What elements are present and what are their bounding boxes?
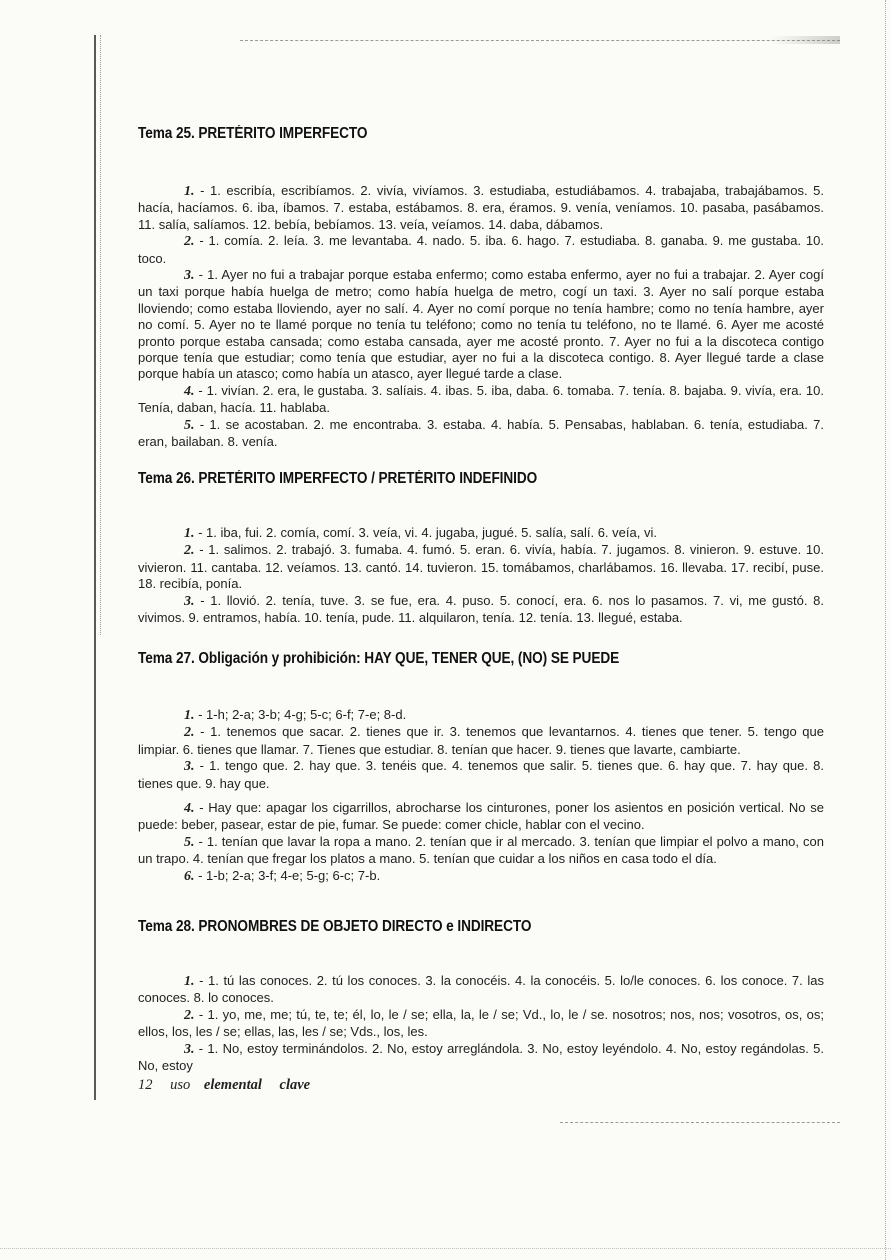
exercise-number: 5.	[184, 834, 195, 850]
tema-25-title: Tema 25. PRETÉRITO IMPERFECTO	[138, 125, 368, 142]
exercise-number: 3.	[184, 593, 195, 609]
tema-26-title: Tema 26. PRETÉRITO IMPERFECTO / PRETÉRITO INDEFINIDO	[138, 470, 538, 487]
tema-28-answers	[138, 973, 824, 1074]
exercise-item	[138, 707, 824, 724]
exercise-item	[138, 800, 824, 834]
scan-right-edge	[885, 0, 886, 1260]
footer-level: elemental	[203, 1077, 262, 1093]
scan-bottom-line	[560, 1122, 840, 1123]
exercise-number: 1.	[184, 974, 195, 989]
exercise-text: - 1-h; 2-a; 3-b; 4-g; 5-c; 6-f; 7-e; 8-d.	[194, 707, 407, 722]
footer-series-word: uso	[170, 1077, 191, 1093]
scan-binding-dots	[100, 35, 101, 635]
exercise-number: 5.	[184, 417, 195, 433]
exercise-text: - 1. No, estoy terminándolos. 2. No, estoy arreglándola. 3. No, estoy leyéndolo. 4. No, estoy regándolas. 5. No, estoy	[138, 1040, 824, 1074]
exercise-text: - 1. escribía, escribíamos. 2. vivía, vivíamos. 3. estudiaba, estudiábamos. 4. trabajaba, trabajábamos. 5. hacía, hacíamos. 6. iba, íbamos. 7. estaba, estábamos. 8. era, éramos. 9. venía, veníamos. 10. pasaba, pasábamos. 11. salía, salíamos. 12. bebía, bebíamos. 13. veía, veíamos. 14. daba, dábamos.	[138, 183, 824, 232]
exercise-number: 1.	[184, 184, 195, 199]
exercise-item	[138, 542, 824, 592]
tema-28-title: Tema 28. PRONOMBRES DE OBJETO DIRECTO e INDIRECTO	[138, 918, 532, 935]
exercise-number: 4.	[184, 801, 195, 817]
scan-smudge	[770, 36, 840, 44]
exercise-text: - 1. llovió. 2. tenía, tuve. 3. se fue, era. 4. puso. 5. conocí, era. 6. nos lo pasamos. 7. vi, me gustó. 8. vivimos. 9. entramos, había. 10. tenía, pude. 11. alquilaron, tenía. 12. tenía. 13. llegué, estaba.	[138, 592, 824, 626]
exercise-text: - 1. tenían que lavar la ropa a mano. 2. tenían que ir al mercado. 3. tenían que limpiar el polvo a mano, con un trapo. 4. tenían que fregar los platos a mano. 5. tenían que cuidar a los niños en casa todo el día.	[138, 833, 824, 867]
exercise-item	[138, 593, 824, 627]
exercise-number: 3.	[184, 759, 195, 775]
exercise-number: 2.	[184, 725, 195, 741]
exercise-text: - Hay que: apagar los cigarrillos, abrocharse los cinturones, poner los asientos en posición vertical. No se puede: beber, pasear, estar de pie, fumar. Se puede: comer chicle, hablar con el vecino.	[138, 800, 824, 833]
exercise-number: 2.	[184, 1007, 195, 1023]
exercise-item	[138, 758, 824, 792]
exercise-item	[138, 834, 824, 868]
exercise-number: 3.	[184, 1041, 195, 1057]
exercise-number: 6.	[184, 868, 195, 884]
exercise-number: 1.	[184, 708, 195, 723]
exercise-item	[138, 868, 824, 885]
exercise-text: - 1. tú las conoces. 2. tú los conoces. 3. la conocéis. 4. la conocéis. 5. lo/le conoces. 6. los conoce. 7. las conoces. 8. lo conoces.	[138, 973, 824, 1006]
exercise-text: - 1. salimos. 2. trabajó. 3. fumaba. 4. fumó. 5. eran. 6. vivía, había. 7. jugamos. 8. vinieron. 9. estuve. 10. vivieron. 11. cantaba. 12. veíamos. 13. cantó. 14. tuvieron. 15. tomábamos, charlábamos. 16. llevaba. 17. recibí, puse. 18. recibía, ponía.	[138, 542, 824, 592]
page-footer	[138, 1077, 324, 1094]
page-number: 12	[138, 1077, 153, 1093]
exercise-item	[138, 233, 824, 267]
exercise-item	[138, 383, 824, 417]
footer-publisher: clave	[279, 1077, 311, 1093]
exercise-number: 1.	[184, 526, 195, 541]
exercise-text: - 1. vivían. 2. era, le gustaba. 3. salíais. 4. ibas. 5. iba, daba. 6. tomaba. 7. tenía. 8. bajaba. 9. vivía, era. 10. Tenía, daban, hacía. 11. hablaba.	[138, 382, 824, 416]
exercise-item	[138, 1007, 824, 1041]
exercise-item	[138, 973, 824, 1007]
exercise-text: - 1. yo, me, me; tú, te, te; él, lo, le / se; ella, la, le / se; Vd., lo, le / se. nosotros; nos, nos; vosotros, os, os; ellos, los, les / se; ellas, las, les / se; Vds., los, les.	[138, 1006, 824, 1040]
tema-27-title: Tema 27. Obligación y prohibición: HAY QUE, TENER QUE, (NO) SE PUEDE	[138, 650, 620, 667]
exercise-text: - 1. tengo que. 2. hay que. 3. tenéis que. 4. tenemos que salir. 5. tienes que. 6. hay que. 7. hay que. 8. tienes que. 9. hay que.	[138, 758, 824, 791]
exercise-text: - 1. tenemos que sacar. 2. tienes que ir. 3. tenemos que levantarnos. 4. tienes que tener. 5. tengo que limpiar. 6. tienes que llamar. 7. Tienes que estudiar. 8. tenían que hacer. 9. tienes que lavarte, cambiarte.	[138, 724, 824, 757]
exercise-item	[138, 525, 824, 542]
exercise-item	[138, 724, 824, 758]
exercise-number: 4.	[184, 383, 195, 399]
exercise-text: - 1-b; 2-a; 3-f; 4-e; 5-g; 6-c; 7-b.	[194, 867, 381, 883]
exercise-number: 2.	[184, 234, 195, 250]
exercise-number: 3.	[184, 268, 195, 284]
tema-25-answers	[138, 183, 824, 451]
exercise-item	[138, 267, 824, 383]
exercise-item	[138, 417, 824, 451]
exercise-item	[138, 183, 824, 233]
exercise-text: - 1. se acostaban. 2. me encontraba. 3. estaba. 4. había. 5. Pensabas, hablaban. 6. tenía, estudiaba. 7. eran, bailaban. 8. venía.	[138, 416, 824, 450]
scan-top-edge-line	[240, 40, 840, 41]
tema-26-answers	[138, 525, 824, 626]
exercise-text: - 1. iba, fui. 2. comía, comí. 3. veía, vi. 4. jugaba, jugué. 5. salía, salí. 6. veía, vi.	[194, 525, 657, 540]
exercise-item	[138, 1041, 824, 1075]
exercise-text: - 1. Ayer no fui a trabajar porque estaba enfermo; como estaba enfermo, ayer no fui a trabajar. 2. Ayer cogí un taxi porque había huelga de metro; como había huelga de metro, cogí un taxi. 3. Ayer no salí porque estaba lloviendo; como estaba lloviendo, ayer no salí. 4. Ayer no comí porque no tenía hambre; como no tenía hambre, ayer no comí. 5. Ayer no te llamé porque no tenía tu teléfono; como no tenía tu teléfono, no te llamé. 6. Ayer me acosté pronto porque estaba cansada; como estaba cansada, ayer me acosté pronto. 7. Ayer no fui a la discoteca contigo porque tenía que estudiar; como tenía que estudiar, ayer no fui a la discoteca contigo. 8. Ayer llegué tarde a clase porque había un atasco; como había un atasco, ayer llegué tarde a clase.	[138, 267, 824, 382]
exercise-number: 2.	[184, 543, 195, 559]
tema-27-answers	[138, 707, 824, 885]
scan-binding-line	[94, 35, 96, 1100]
scan-bottom-edge	[0, 1248, 891, 1249]
exercise-text: - 1. comía. 2. leía. 3. me levantaba. 4. nado. 5. iba. 6. hago. 7. estudiaba. 8. ganaba. 9. me gustaba. 10. toco.	[138, 233, 824, 266]
